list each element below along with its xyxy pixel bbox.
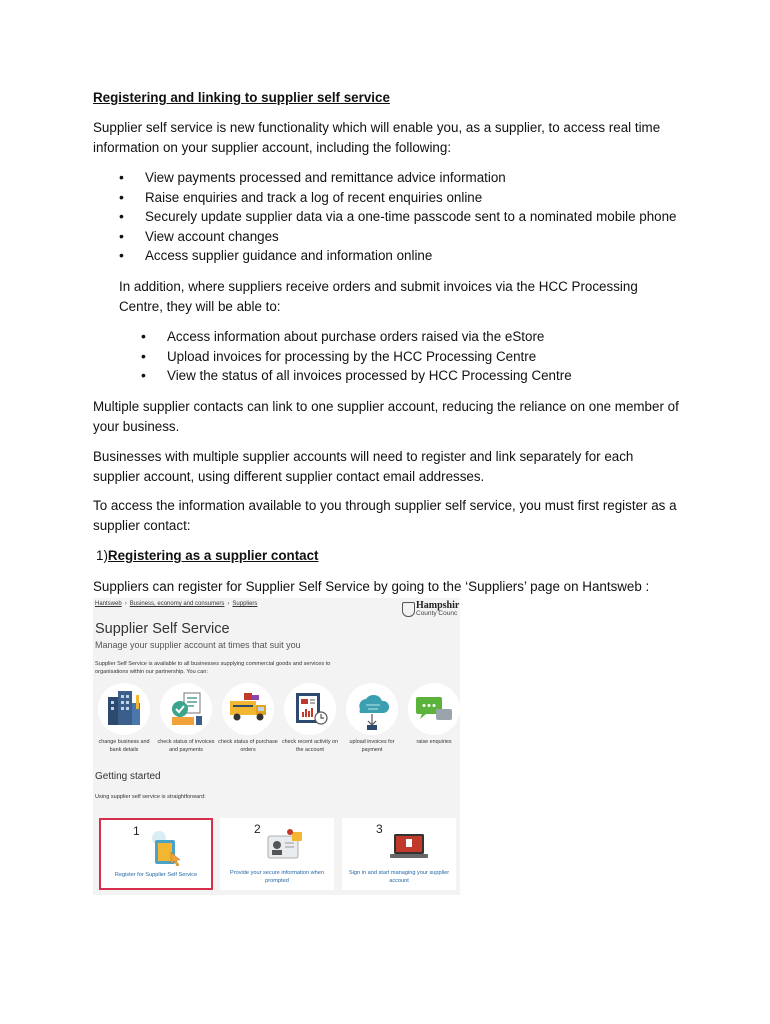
- list-item: • Securely update supplier data via a one-time passcode sent to a nominated mobile phone: [119, 207, 677, 227]
- step-number: 2: [254, 822, 261, 836]
- feature-label: check recent activity on the account: [281, 739, 339, 753]
- step-label[interactable]: Provide your secure information when prompted: [230, 870, 324, 884]
- feature-label: change business and bank details: [98, 739, 150, 753]
- step1-heading: [96, 546, 686, 566]
- list-item: • View payments processed and remittance advice information: [119, 168, 677, 188]
- payments-icon: [160, 683, 212, 735]
- step-card-sign-in[interactable]: [342, 818, 456, 890]
- step-number: 3: [376, 822, 383, 836]
- list-item: • View account changes: [119, 227, 677, 247]
- multiple-contacts-paragraph: Multiple supplier contacts can link to one supplier account, reducing the reliance on one member of your business.: [93, 399, 679, 434]
- breadcrumb-item[interactable]: Hantsweb: [95, 601, 122, 607]
- hampshire-logo: Hampshir County Counc: [402, 600, 460, 618]
- list-item: • Raise enquiries and track a log of recent enquiries online: [119, 188, 677, 208]
- list-item: • Upload invoices for processing by the HCC Processing Centre: [141, 347, 572, 367]
- step1-heading-text: Registering as a supplier contact: [107, 548, 319, 563]
- feature-label: check status of invoices and payments: [157, 739, 215, 753]
- step-card-register[interactable]: [99, 818, 213, 890]
- list-item: • Access supplier guidance and information online: [119, 246, 677, 266]
- feature-item[interactable]: [155, 683, 217, 754]
- list-item: • View the status of all invoices processed by HCC Processing Centre: [141, 366, 572, 386]
- feature-item[interactable]: [279, 683, 341, 754]
- feature-label: raise enquiries: [416, 739, 452, 745]
- crest-icon: [402, 602, 415, 617]
- laptop-icon: [382, 828, 436, 868]
- step-card-provide[interactable]: [220, 818, 334, 890]
- step-label[interactable]: Sign in and start managing your supplier account: [348, 870, 450, 884]
- breadcrumb-item[interactable]: Suppliers: [232, 601, 258, 607]
- breadcrumb: Hantsweb › Business, economy and consumers › Suppliers: [95, 601, 258, 607]
- features-list: [119, 168, 677, 266]
- feature-item[interactable]: [217, 683, 279, 754]
- intro-paragraph: Supplier self service is new functionality which will enable you, as a supplier, to access real time information on your supplier account, including the following:: [93, 120, 661, 155]
- feature-item[interactable]: [341, 683, 403, 754]
- page-intro: Supplier Self Service is available to all businesses supplying commercial goods and services to organisations within our partnership. You can:: [95, 661, 331, 675]
- getting-started-sub: Using supplier self service is straightforward:: [95, 794, 206, 800]
- id-card-icon: [260, 828, 314, 868]
- processing-intro: In addition, where suppliers receive orders and submit invoices via the HCC Processing Centre, they will be able to:: [119, 279, 638, 314]
- getting-started-heading: Getting started: [95, 771, 161, 782]
- multiple-accounts-paragraph: Businesses with multiple supplier accounts will need to register and link separately for each supplier account, using different supplier contact email addresses.: [93, 449, 634, 484]
- list-item: • Access information about purchase orders raised via the eStore: [141, 327, 572, 347]
- chat-bubble-icon: [408, 683, 460, 735]
- step1-number: 1): [96, 548, 108, 563]
- breadcrumb-item[interactable]: Business, economy and consumers: [129, 601, 225, 607]
- feature-item[interactable]: [93, 683, 155, 754]
- cloud-upload-icon: [346, 683, 398, 735]
- processing-features-list: [141, 327, 572, 386]
- activity-report-icon: [284, 683, 336, 735]
- feature-label: check status of purchase orders: [218, 739, 278, 753]
- hantsweb-screenshot: [93, 598, 460, 895]
- page-title: Supplier Self Service: [95, 621, 230, 637]
- register-info-paragraph: Suppliers can register for Supplier Self Service by going to the ‘Suppliers’ page on Hantsweb :: [93, 579, 650, 594]
- access-info-paragraph: To access the information available to you through supplier self service, you must first register as a supplier contact:: [93, 498, 677, 533]
- building-icon: [98, 683, 150, 735]
- page-subtitle: Manage your supplier account at times that suit you: [95, 640, 301, 650]
- feature-icons: [93, 683, 460, 773]
- document-title: Registering and linking to supplier self service: [93, 90, 390, 105]
- delivery-truck-icon: [222, 683, 274, 735]
- feature-label: upload invoices for payment: [349, 739, 395, 753]
- step-number: 1: [133, 824, 140, 838]
- step-label[interactable]: Register for Supplier Self Service: [114, 872, 198, 878]
- feature-item[interactable]: [403, 683, 460, 746]
- register-clipboard-icon: [141, 830, 195, 870]
